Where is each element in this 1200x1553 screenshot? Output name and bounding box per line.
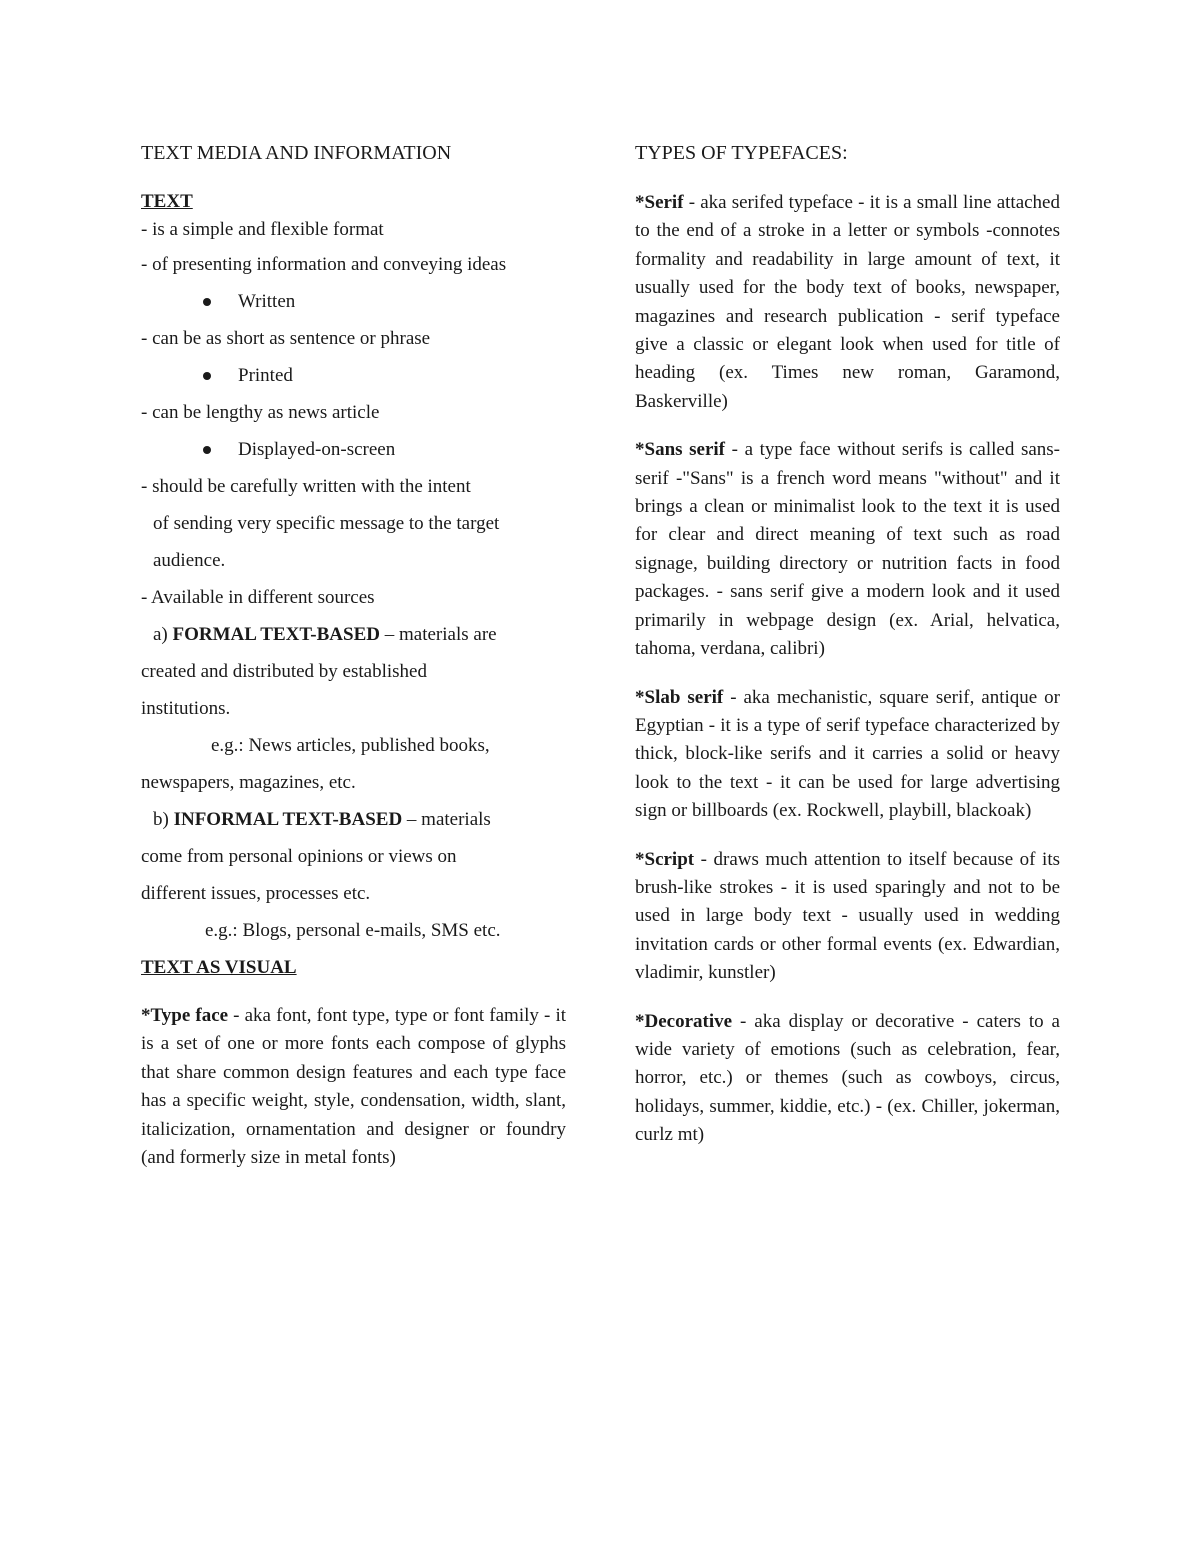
formal-label: FORMAL TEXT-BASED bbox=[172, 624, 380, 645]
text-heading: TEXT bbox=[141, 191, 193, 212]
informal-line: come from personal opinions or views on bbox=[141, 846, 457, 867]
text-line: - can be lengthy as news article bbox=[141, 402, 380, 423]
bullet-label: Displayed-on-screen bbox=[238, 439, 396, 460]
bullet-item bbox=[141, 362, 566, 390]
right-column bbox=[635, 138, 1060, 1170]
typefaces-title: TYPES OF TYPEFACES: bbox=[635, 142, 848, 164]
slab-serif-body: - aka mechanistic, square serif, antique or Egyptian - it is a type of serif typeface characterized by thick, block-like serifs and it carries a solid or heavy look to the text - it can be used for large advertising sign or billboards (ex. Rockwell, playbill, blackoak) bbox=[635, 686, 1060, 822]
script-body: - draws much attention to itself because of its brush-like strokes - it is used sparingly and not to be used in large body text - usually used in wedding invitation cards or other formal events (ex. Edwardian, vladimir, kunstler) bbox=[635, 848, 1060, 984]
formal-rest: – materials are bbox=[380, 624, 497, 645]
sans-serif-label: *Sans serif bbox=[635, 439, 726, 461]
bullet-label: Printed bbox=[238, 365, 293, 386]
text-line: audience. bbox=[153, 550, 226, 571]
page-title: TEXT MEDIA AND INFORMATION bbox=[141, 142, 452, 164]
decorative-paragraph bbox=[635, 1008, 1060, 1150]
text-line: - is a simple and flexible format bbox=[141, 219, 384, 240]
bullet-item bbox=[141, 436, 566, 464]
serif-paragraph bbox=[635, 189, 1060, 416]
informal-line: different issues, processes etc. bbox=[141, 883, 371, 904]
bullet-icon bbox=[203, 298, 211, 306]
serif-body: - aka serifed typeface - it is a small line attached to the end of a stroke in a letter or symbols -connotes formality and readability in large amount of text, it usually used for the body text of books, newspaper, magazines and research publication - serif typeface give a classic or elegant look when used for title of heading (ex. Times new roman, Garamond, Baskerville) bbox=[635, 192, 1060, 412]
text-line: - of presenting information and conveying ideas bbox=[141, 254, 507, 275]
typeface-label: *Type face bbox=[141, 1005, 229, 1026]
left-column bbox=[141, 138, 566, 1192]
formal-example: e.g.: News articles, published books, bbox=[211, 735, 490, 756]
text-line: - should be carefully written with the intent bbox=[141, 476, 471, 497]
script-label: *Script bbox=[635, 848, 695, 870]
sans-serif-body: - a type face without serifs is called sans-serif -"Sans" is a french word means "without" and it brings a clean or minimalist look to the text it is used for clear and direct meaning of text such as road signage, building directory or nutrition facts in food packages. - sans serif give a modern look and it used primarily in webpage design (ex. Arial, helvatica, tahoma, verdana, calibri) bbox=[635, 439, 1060, 660]
typeface-body: - aka font, font type, type or font family - it is a set of one or more fonts each compose of glyphs that share common design features and each type face has a specific weight, style, condensation, width, slant, italicization, ornamentation and designer or foundry (and formerly size in metal fonts) bbox=[141, 1005, 566, 1169]
text-line: - Available in different sources bbox=[141, 587, 375, 608]
text-line: - can be as short as sentence or phrase bbox=[141, 328, 431, 349]
informal-rest: – materials bbox=[402, 809, 491, 830]
slab-serif-paragraph bbox=[635, 684, 1060, 826]
formal-prefix: a) bbox=[153, 624, 173, 645]
decorative-body: - aka display or decorative - caters to a wide variety of emotions (such as celebration, fear, horror, etc.) or themes (such as cowboys, circus, holidays, summer, kiddie, etc.) - (ex. Chiller, jokerman, curlz mt) bbox=[635, 1010, 1060, 1146]
text-line: of sending very specific message to the target bbox=[153, 513, 500, 534]
informal-text-line bbox=[141, 806, 566, 834]
formal-line: institutions. bbox=[141, 698, 231, 719]
sans-serif-paragraph bbox=[635, 436, 1060, 663]
formal-text-line bbox=[141, 621, 566, 649]
slab-serif-label: *Slab serif bbox=[635, 686, 724, 708]
bullet-icon bbox=[203, 446, 211, 454]
text-as-visual-heading: TEXT AS VISUAL bbox=[141, 957, 297, 978]
script-paragraph bbox=[635, 846, 1060, 988]
bullet-icon bbox=[203, 372, 211, 380]
informal-prefix: b) bbox=[153, 809, 174, 830]
informal-label: INFORMAL TEXT-BASED bbox=[173, 809, 403, 830]
formal-example: newspapers, magazines, etc. bbox=[141, 772, 356, 793]
decorative-label: *Decorative bbox=[635, 1010, 733, 1032]
bullet-label: Written bbox=[238, 291, 296, 312]
serif-label: *Serif bbox=[635, 192, 684, 213]
typeface-paragraph bbox=[141, 1002, 566, 1172]
bullet-item bbox=[141, 288, 566, 316]
formal-line: created and distributed by established bbox=[141, 661, 427, 682]
informal-example: e.g.: Blogs, personal e-mails, SMS etc. bbox=[205, 920, 501, 941]
